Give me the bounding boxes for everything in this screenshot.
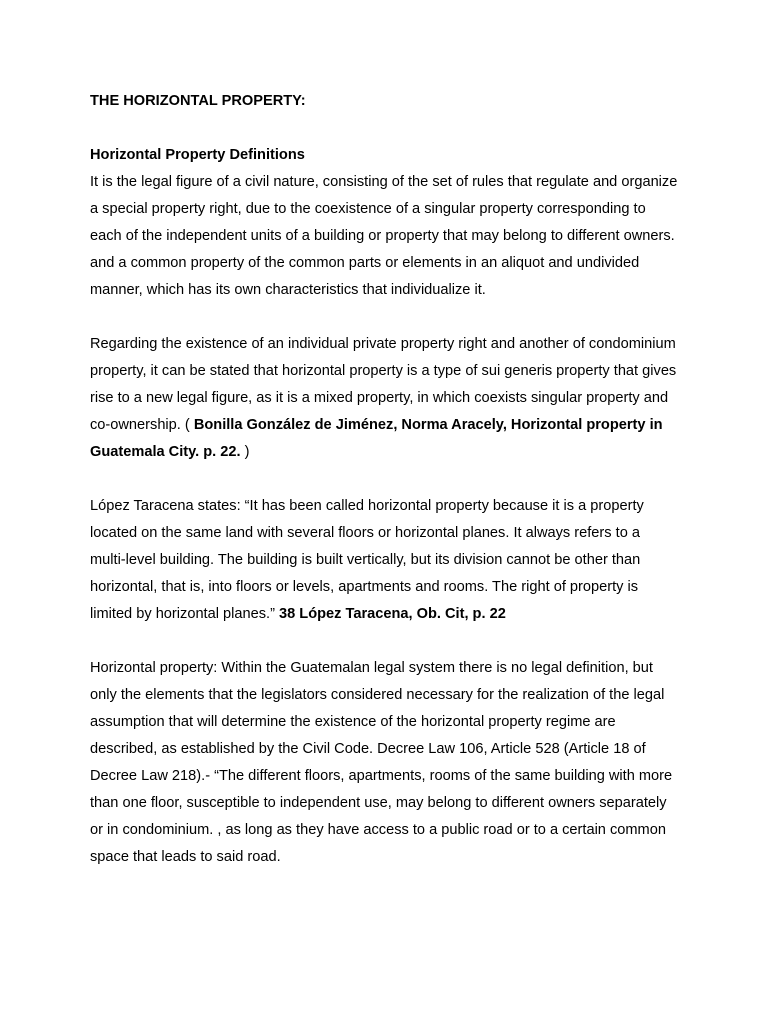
- citation-lopez-taracena: 38 López Taracena, Ob. Cit, p. 22: [279, 606, 506, 622]
- paragraph-individual-property: [90, 331, 678, 466]
- paragraph-lopez-taracena: [90, 493, 678, 628]
- spacer: [90, 628, 678, 655]
- spacer: [90, 466, 678, 493]
- spacer: [90, 115, 678, 142]
- citation-closing: ): [240, 444, 250, 460]
- paragraph-text: Regarding the existence of an individual private property right and another of condominium property, it can be stated that horizontal property is a type of sui generis property that gives rise to a new legal figure, as it is a mixed property, in which coexists singular property and co-ownership. (: [90, 336, 677, 433]
- section-heading: Horizontal Property Definitions: [90, 147, 305, 163]
- paragraph-legal-system: Horizontal property: Within the Guatemalan legal system there is no legal definition, but only the elements that the legislators considered necessary for the realization of the legal assumption that will determine the existence of the horizontal property regime are described, as established by the Civil Code. Decree Law 106, Article 528 (Article 18 of Decree Law 218).- “The different floors, apartments, rooms of the same building with more than one floor, susceptible to independent use, may belong to different owners separately or in condominium. , as long as they have access to a public road or to a certain common space that leads to said road.: [90, 660, 673, 865]
- spacer: [90, 304, 678, 331]
- citation-bonilla: Bonilla González de Jiménez, Norma Aracely, Horizontal property in Guatemala City. p. 22.: [90, 417, 663, 460]
- paragraph-definition: It is the legal figure of a civil nature, consisting of the set of rules that regulate and organize a special property right, due to the coexistence of a singular property corresponding to each of the independent units of a building or property that may belong to different owners. and a common property of the common parts or elements in an aliquot and undivided manner, which has its own characteristics that individualize it.: [90, 174, 678, 298]
- document-page: [90, 88, 678, 871]
- document-title: THE HORIZONTAL PROPERTY:: [90, 93, 306, 109]
- paragraph-text: López Taracena states: “It has been called horizontal property because it is a property located on the same land with several floors or horizontal planes. It always refers to a multi-level building. The building is built vertically, but its division cannot be other than horizontal, that is, into floors or levels, apartments and rooms. The right of property is limited by horizontal planes.”: [90, 498, 644, 622]
